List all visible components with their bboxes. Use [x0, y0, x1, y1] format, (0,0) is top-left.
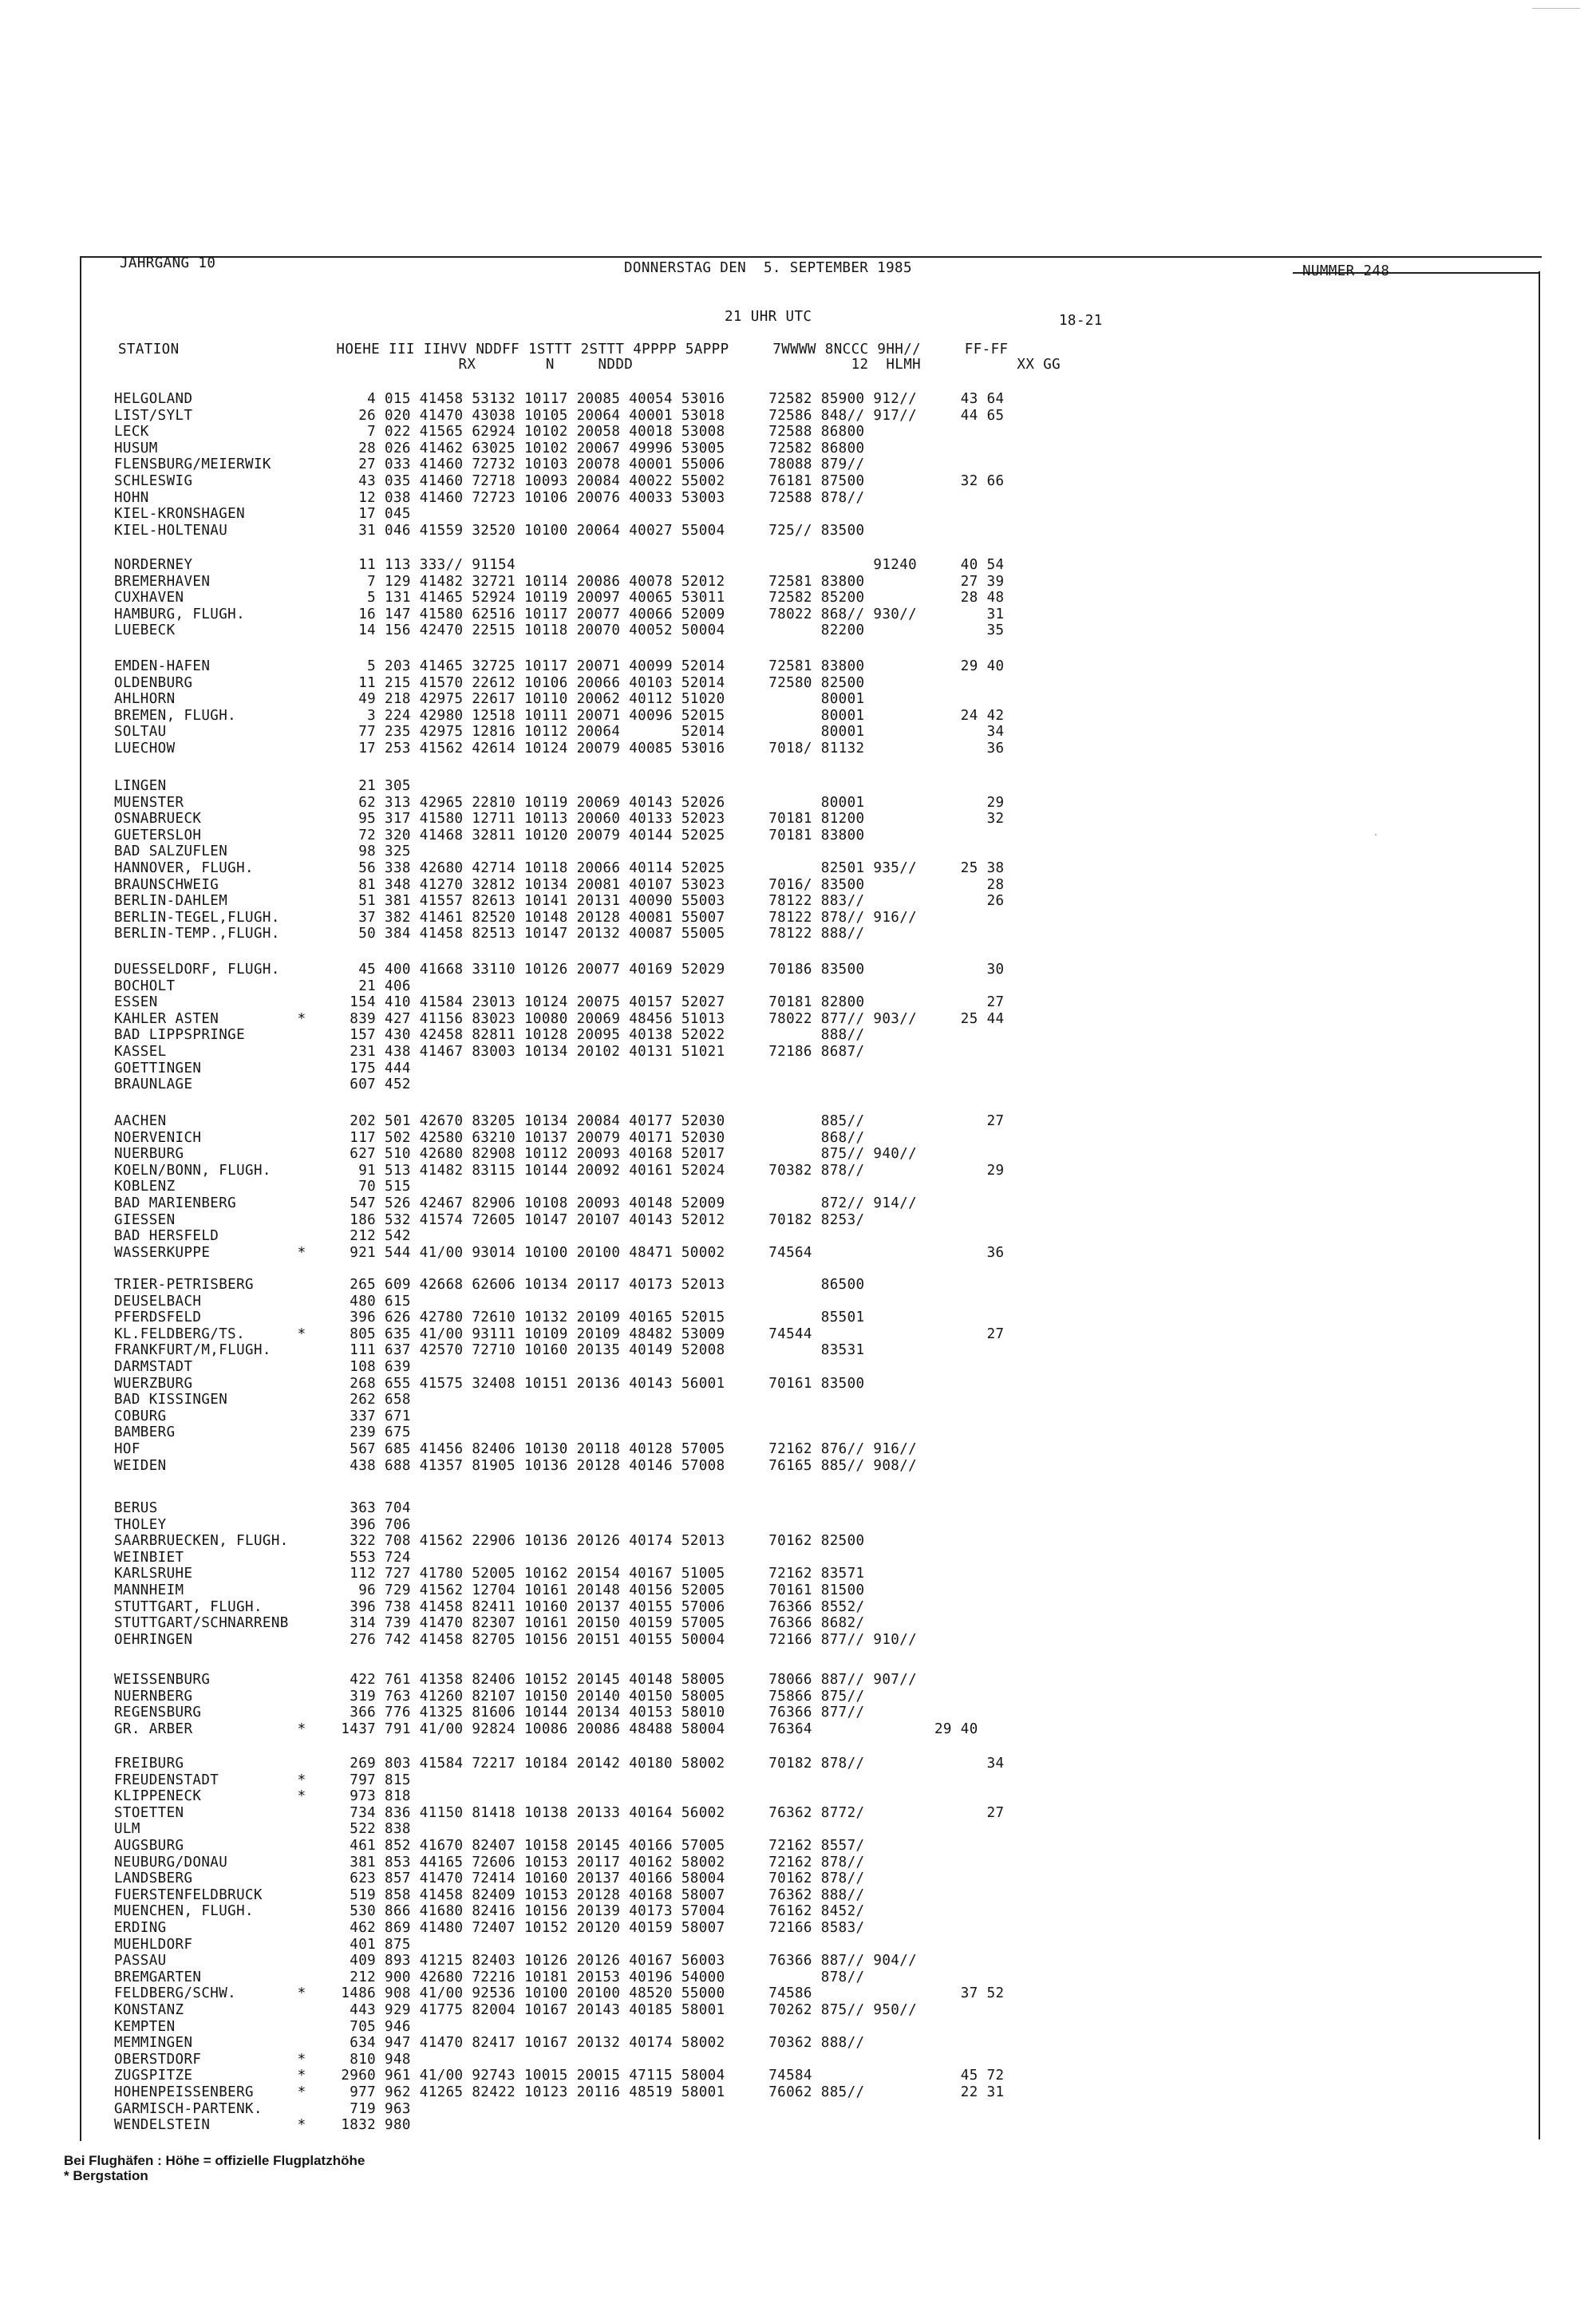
station-row: FELDBERG/SCHW. * 1486 908 41/00 92536 10100 20100 48520 55000 74586 37 52 — [114, 1985, 1005, 2002]
station-row: LUECHOW 17 253 41562 42614 10124 20079 40085 53016 7018/ 81132 36 — [114, 741, 1005, 756]
station-row: WENDELSTEIN * 1832 980 — [114, 2117, 411, 2134]
station-row: NUERBURG 627 510 42680 82908 10112 20093 40168 52017 875// 940// — [114, 1146, 918, 1163]
station-row: STUTTGART, FLUGH. 396 738 41458 82411 10160 20137 40155 57006 76366 8552/ — [114, 1598, 865, 1615]
station-row: FLENSBURG/MEIERWIK 27 033 41460 72732 10103 20078 40001 55006 78088 879// — [114, 456, 865, 473]
station-row: COBURG 337 671 — [114, 1408, 411, 1424]
station-row: GOETTINGEN 175 444 — [114, 1060, 411, 1076]
station-row: EMDEN-HAFEN 5 203 41465 32725 10117 20071 40099 52014 72581 83800 29 40 — [114, 658, 1005, 674]
volume-label: JAHRGANG 10 — [120, 255, 216, 271]
station-row: OLDENBURG 11 215 41570 22612 10106 20066 40103 52014 72580 82500 — [114, 674, 865, 691]
column-header-line-1: STATION HOEHE III IIHVV NDDFF 1STTT 2STTT 4PPPP 5APPP 7WWWW 8NCCC 9HH// FF-FF — [118, 342, 1009, 358]
station-row: LECK 7 022 41565 62924 10102 20058 40018 53008 72588 86800 — [114, 424, 865, 440]
station-row: KAHLER ASTEN * 839 427 41156 83023 10080 20069 48456 51013 78022 877// 903// 25 44 — [114, 1010, 1005, 1027]
station-row: BAD LIPPSPRINGE 157 430 42458 82811 10128 20095 40138 52022 888// — [114, 1027, 865, 1044]
station-row: GUETERSLOH 72 320 41468 32811 10120 20079 40144 52025 70181 83800 — [114, 827, 865, 843]
station-row: REGENSBURG 366 776 41325 81606 10144 20134 40153 58010 76366 877// — [114, 1705, 865, 1721]
station-row: LINGEN 21 305 — [114, 778, 411, 794]
station-row: KIEL-KRONSHAGEN 17 045 — [114, 506, 411, 523]
station-row: FREIBURG 269 803 41584 72217 10184 20142 40180 58002 70182 878// 34 — [114, 1756, 1005, 1772]
station-row: LANDSBERG 623 857 41470 72414 10160 20137 40166 58004 70162 878// — [114, 1870, 865, 1887]
station-row: KOBLENZ 70 515 — [114, 1179, 411, 1195]
station-row: WEINBIET 553 724 — [114, 1549, 411, 1566]
station-row: WUERZBURG 268 655 41575 32408 10151 20136 40143 56001 70161 83500 — [114, 1375, 865, 1392]
observation-time: 21 UHR UTC — [725, 309, 812, 325]
station-row: GIESSEN 186 532 41574 72605 10147 20107 40143 52012 70182 8253/ — [114, 1211, 865, 1228]
station-row: KONSTANZ 443 929 41775 82004 10167 20143 40185 58001 70262 875// 950// — [114, 2002, 918, 2018]
station-row: DEUSELBACH 480 615 — [114, 1293, 411, 1310]
station-row: KOELN/BONN, FLUGH. 91 513 41482 83115 10144 20092 40161 52024 70382 878// 29 — [114, 1162, 1005, 1179]
station-row: OEHRINGEN 276 742 41458 82705 10156 20151 40155 50004 72166 877// 910// — [114, 1631, 918, 1648]
station-row: BRAUNSCHWEIG 81 348 41270 32812 10134 20081 40107 53023 7016/ 83500 28 — [114, 876, 1005, 893]
station-row: CUXHAVEN 5 131 41465 52924 10119 20097 40065 53011 72582 85200 28 48 — [114, 590, 1005, 606]
station-row: AACHEN 202 501 42670 83205 10134 20084 40177 52030 885// 27 — [114, 1113, 1005, 1129]
station-row: BERUS 363 704 — [114, 1500, 411, 1516]
station-row: BAD HERSFELD 212 542 — [114, 1228, 411, 1245]
station-row: WASSERKUPPE * 921 544 41/00 93014 10100 20100 48471 50002 74564 36 — [114, 1244, 1005, 1261]
station-row: SAARBRUECKEN, FLUGH. 322 708 41562 22906 10136 20126 40174 52013 70162 82500 — [114, 1533, 865, 1550]
station-row: OBERSTDORF * 810 948 — [114, 2051, 411, 2068]
station-row: STOETTEN 734 836 41150 81418 10138 20133 40164 56002 76362 8772/ 27 — [114, 1804, 1005, 1821]
station-row: MUENCHEN, FLUGH. 530 866 41680 82416 10156 20139 40173 57004 76162 8452/ — [114, 1903, 865, 1920]
station-row: HUSUM 28 026 41462 63025 10102 20067 49996 53005 72582 86800 — [114, 440, 865, 456]
station-row: BERLIN-TEGEL,FLUGH. 37 382 41461 82520 10148 20128 40081 55007 78122 878// 916// — [114, 909, 918, 926]
column-header-line-2: RX N NDDD 12 HLMH XX GG — [118, 357, 1061, 373]
footnote-mountain-station: * Bergstation — [64, 2168, 148, 2183]
station-row: SCHLESWIG 43 035 41460 72718 10093 20084 40022 55002 76181 87500 32 66 — [114, 473, 1005, 489]
station-row: PFERDSFELD 396 626 42780 72610 10132 20109 40165 52015 85501 — [114, 1310, 865, 1326]
station-row: GARMISCH-PARTENK. 719 963 — [114, 2100, 411, 2117]
station-row: ZUGSPITZE * 2960 961 41/00 92743 10015 20015 47115 58004 74584 45 72 — [114, 2068, 1005, 2084]
station-row: AHLHORN 49 218 42975 22617 10110 20062 40112 51020 80001 — [114, 691, 865, 708]
footnote-airports: Bei Flughäfen : Höhe = offizielle Flugplatzhöhe — [64, 2153, 365, 2168]
station-row: BOCHOLT 21 406 — [114, 978, 411, 994]
station-row: AUGSBURG 461 852 41670 82407 10158 20145 40166 57005 72162 8557/ — [114, 1838, 865, 1854]
station-row: MUEHLDORF 401 875 — [114, 1936, 411, 1953]
station-row: BAD SALZUFLEN 98 325 — [114, 843, 411, 860]
station-row: ERDING 462 869 41480 72407 10152 20120 40159 58007 72166 8583/ — [114, 1920, 865, 1936]
station-row: NEUBURG/DONAU 381 853 44165 72606 10153 20117 40162 58002 72162 878// — [114, 1854, 865, 1870]
station-row: KASSEL 231 438 41467 83003 10134 20102 40131 51021 72186 8687/ — [114, 1044, 865, 1060]
station-row: BERLIN-TEMP.,FLUGH. 50 384 41458 82513 10147 20132 40087 55005 78122 888// — [114, 926, 865, 942]
station-row: TRIER-PETRISBERG 265 609 42668 62606 10134 20117 40173 52013 86500 — [114, 1277, 865, 1293]
station-row: WEIDEN 438 688 41357 81905 10136 20128 40146 57008 76165 885// 908// — [114, 1457, 918, 1474]
station-row: KL.FELDBERG/TS. * 805 635 41/00 93111 10109 20109 48482 53009 74544 27 — [114, 1325, 1005, 1342]
station-row: BRAUNLAGE 607 452 — [114, 1076, 411, 1093]
station-row: MUENSTER 62 313 42965 22810 10119 20069 40143 52026 80001 29 — [114, 794, 1005, 811]
station-row: BAD MARIENBERG 547 526 42467 82906 10108 20093 40148 52009 872// 914// — [114, 1195, 918, 1211]
station-row: OSNABRUECK 95 317 41580 12711 10113 20060 40133 52023 70181 81200 32 — [114, 811, 1005, 828]
station-row: NORDERNEY 11 113 333// 91154 91240 40 54 — [114, 557, 1005, 573]
station-row: HOHN 12 038 41460 72723 10106 20076 40033 53003 72588 878// — [114, 489, 865, 506]
station-row: GR. ARBER * 1437 791 41/00 92824 10086 20086 48488 58004 76364 29 40 — [114, 1720, 978, 1737]
station-row: MEMMINGEN 634 947 41470 82417 10167 20132 40174 58002 70362 888// — [114, 2035, 865, 2052]
station-row: BERLIN-DAHLEM 51 381 41557 82613 10141 20131 40090 55003 78122 883// 26 — [114, 893, 1005, 910]
station-row: NUERNBERG 319 763 41260 82107 10150 20140 40150 58005 75866 875// — [114, 1688, 865, 1705]
station-row: BAD KISSINGEN 262 658 — [114, 1392, 411, 1408]
station-row: FRANKFURT/M,FLUGH. 111 637 42570 72710 10160 20135 40149 52008 83531 — [114, 1342, 865, 1359]
station-row: BREMGARTEN 212 900 42680 72216 10181 20153 40196 54000 878// — [114, 1969, 865, 1985]
station-row: HANNOVER, FLUGH. 56 338 42680 42714 10118 20066 40114 52025 82501 935// 25 38 — [114, 860, 1005, 876]
scan-speck — [1375, 834, 1377, 835]
station-row: NOERVENICH 117 502 42580 63210 10137 20079 40171 52030 868// — [114, 1129, 865, 1146]
station-row: THOLEY 396 706 — [114, 1516, 411, 1533]
date-label: DONNERSTAG DEN 5. SEPTEMBER 1985 — [624, 260, 912, 276]
station-row: LIST/SYLT 26 020 41470 43038 10105 20064 40001 53018 72586 848// 917// 44 65 — [114, 407, 1005, 424]
station-row: LUEBECK 14 156 42470 22515 10118 20070 40052 50004 82200 35 — [114, 622, 1005, 639]
station-row: KEMPTEN 705 946 — [114, 2018, 411, 2035]
station-row: WEISSENBURG 422 761 41358 82406 10152 20145 40148 58005 78066 887// 907// — [114, 1672, 918, 1688]
station-row: HOF 567 685 41456 82406 10130 20118 40128 57005 72162 876// 916// — [114, 1441, 918, 1457]
station-row: BAMBERG 239 675 — [114, 1424, 411, 1441]
station-row: BREMERHAVEN 7 129 41482 32721 10114 20086 40078 52012 72581 83800 27 39 — [114, 573, 1005, 590]
station-row: HOHENPEISSENBERG * 977 962 41265 82422 10123 20116 48519 58001 76062 885// 22 31 — [114, 2084, 1005, 2100]
station-row: FUERSTENFELDBRUCK 519 858 41458 82409 10153 20128 40168 58007 76362 888// — [114, 1886, 865, 1903]
station-row: HAMBURG, FLUGH. 16 147 41580 62516 10117 20077 40066 52009 78022 868// 930// 31 — [114, 606, 1005, 622]
station-row: MANNHEIM 96 729 41562 12704 10161 20148 40156 52005 70161 81500 — [114, 1582, 865, 1598]
station-row: HELGOLAND 4 015 41458 53132 10117 20085 40054 53016 72582 85900 912// 43 64 — [114, 391, 1005, 407]
station-row: SOLTAU 77 235 42975 12816 10112 20064 52014 80001 34 — [114, 724, 1005, 741]
station-row: KARLSRUHE 112 727 41780 52005 10162 20154 40167 51005 72162 83571 — [114, 1566, 865, 1582]
scan-speck — [1532, 8, 1580, 9]
station-row: ESSEN 154 410 41584 23013 10124 20075 40157 52027 70181 82800 27 — [114, 994, 1005, 1011]
station-row: BREMEN, FLUGH. 3 224 42980 12518 10111 20071 40096 52015 80001 24 42 — [114, 707, 1005, 724]
issue-number: NUMMER 248 — [1302, 263, 1390, 279]
station-row: KIEL-HOLTENAU 31 046 41559 32520 10100 20064 40027 55004 725// 83500 — [114, 522, 865, 539]
station-row: DARMSTADT 108 639 — [114, 1359, 411, 1375]
station-row: KLIPPENECK * 973 818 — [114, 1788, 411, 1805]
station-row: PASSAU 409 893 41215 82403 10126 20126 40167 56003 76366 887// 904// — [114, 1953, 918, 1969]
observation-window: 18-21 — [1059, 313, 1103, 329]
station-row: DUESSELDORF, FLUGH. 45 400 41668 33110 10126 20077 40169 52029 70186 83500 30 — [114, 962, 1005, 978]
station-row: FREUDENSTADT * 797 815 — [114, 1772, 411, 1788]
station-row: ULM 522 838 — [114, 1821, 411, 1838]
station-row: STUTTGART/SCHNARRENB 314 739 41470 82307 10161 20150 40159 57005 76366 8682/ — [114, 1615, 865, 1632]
